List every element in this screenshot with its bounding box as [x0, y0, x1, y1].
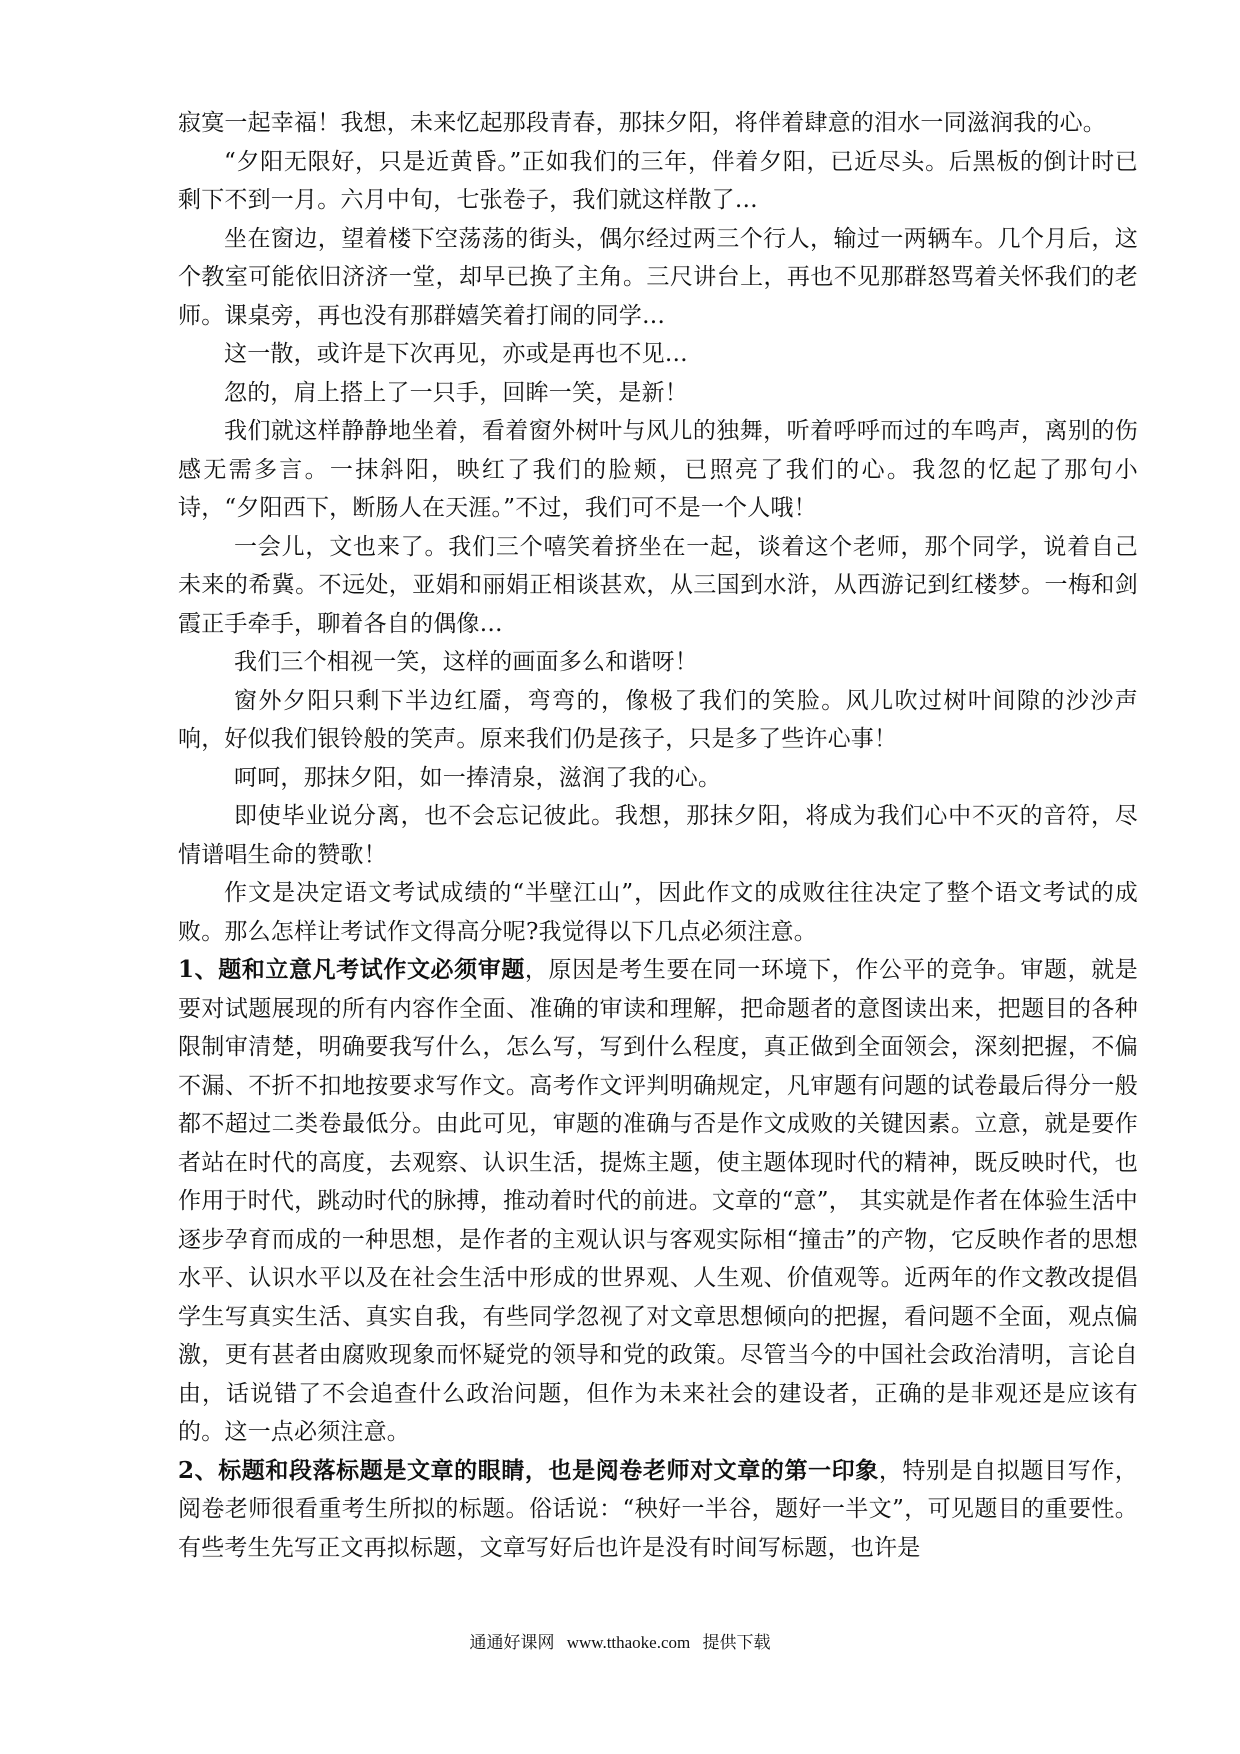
- paragraph: 这一散，或许是下次再见，亦或是再也不见…: [224, 341, 688, 367]
- paragraph: 我们就这样静静地坐着，看着窗外树叶与风儿的独舞，听着呼呼而过的车鸣声，离别的伤感无需多言。一抹斜阳，映红了我们的脸颊，已照亮了我们的心。我忽的忆起了那句小诗，“夕阳西下，断肠人在天涯。”不过，我们可不是一个人哦！: [178, 418, 1138, 521]
- section-text-2: ，特别是自拟题目写作，阅卷老师很看重考生所拟的标题。俗话说：“秧好一半谷，题好一半文”，可见题目的重要性。有些考生先写正文再拟标题，文章写好后也许是没有时间写标题，也许是: [178, 1457, 1138, 1561]
- paragraph: 坐在窗边，望着楼下空荡荡的街头，偶尔经过两三个行人，输过一两辆车。几个月后，这个教室可能依旧济济一堂，却早已换了主角。三尺讲台上，再也不见那群怒骂着关怀我们的老师。课桌旁，再也没有那群嬉笑着打闹的同学…: [178, 225, 1138, 329]
- section-text-1: ，原因是考生要在同一环境下，作公平的竞争。审题，就是要对试题展现的所有内容作全面、准确的审读和理解，把命题者的意图读出来，把题目的各种限制审清楚，明确要我写什么，怎么写，写到什么程度，真正做到全面领会，深刻把握，不偏不漏、不折不扣地按要求写作文。高考作文评判明确规定，凡审题有问题的试卷最后得分一般都不超过二类卷最低分。由此可见，审题的准确与否是作文成败的关键因素。立意，就是要作者站在时代的高度，去观察、认识生活，提炼主题，使主题体现时代的精神，既反映时代，也作用于时代，跳动时代的脉搏，推动着时代的前进。文章的“意”， 其实就是作者在体验生活中逐步孕育而成的一种思想，是作者的主观认识与客观实际相“撞击”的产物，它反映作者的思想水平、认识水平以及在社会生活中形成的世界观、人生观、价值观等。近两年的作文教改提倡学生写真实生活、真实自我，有些同学忽视了对文章思想倾向的把握，看问题不全面，观点偏激，更有甚者由腐败现象而怀疑党的领导和党的政策。尽管当今的中国社会政治清明，言论自由，话说错了不会追查什么政治问题，但作为未来社会的建设者，正确的是非观还是应该有的。这一点必须注意。: [178, 957, 1138, 1445]
- page-footer: [0, 1628, 1240, 1653]
- footer-url: www.tthaoke.com: [566, 1633, 691, 1652]
- section-paragraph-1: [178, 951, 1138, 1452]
- section-paragraph-2: [178, 1452, 1138, 1568]
- footer-suffix: 提供下载: [702, 1633, 771, 1652]
- paragraph: 即使毕业说分离，也不会忘记彼此。我想，那抹夕阳，将成为我们心中不灭的音符，尽情谱唱生命的赞歌！: [178, 803, 1138, 868]
- paragraph: 一会儿，文也来了。我们三个嘻笑着挤坐在一起，谈着这个老师，那个同学，说着自己未来的希冀。不远处，亚娟和丽娟正相谈甚欢，从三国到水浒，从西游记到红楼梦。一梅和剑霞正手牵手，聊着各自的偶像…: [178, 533, 1138, 637]
- section-heading-2: 2、标题和段落标题是文章的眼睛，也是阅卷老师对文章的第一印象: [178, 1456, 879, 1484]
- footer-site-name: 通通好课网: [469, 1633, 555, 1652]
- paragraph: 寂寞一起幸福！我想，未来忆起那段青春，那抹夕阳，将伴着肆意的泪水一同滋润我的心。: [178, 110, 1106, 136]
- paragraph: 窗外夕阳只剩下半边红靥，弯弯的，像极了我们的笑脸。风儿吹过树叶间隙的沙沙声响，好似我们银铃般的笑声。原来我们仍是孩子，只是多了些许心事！: [178, 687, 1138, 752]
- document-body: [178, 104, 1138, 1561]
- section-heading-1: 1、题和立意凡考试作文必须审题: [178, 956, 525, 983]
- paragraph: 我们三个相视一笑，这样的画面多么和谐呀！: [234, 649, 698, 675]
- paragraph: 忽的，肩上搭上了一只手，回眸一笑，是新！: [224, 379, 688, 406]
- paragraph: 作文是决定语文考试成绩的“半壁江山”，因此作文的成败往往决定了整个语文考试的成败。那么怎样让考试作文得高分呢?我觉得以下几点必须注意。: [178, 880, 1138, 945]
- paragraph: “夕阳无限好，只是近黄昏。”正如我们的三年，伴着夕阳，已近尽头。后黑板的倒计时已剩下不到一月。六月中旬，七张卷子，我们就这样散了…: [178, 148, 1138, 213]
- paragraph: 呵呵，那抹夕阳，如一捧清泉，滋润了我的心。: [234, 764, 722, 791]
